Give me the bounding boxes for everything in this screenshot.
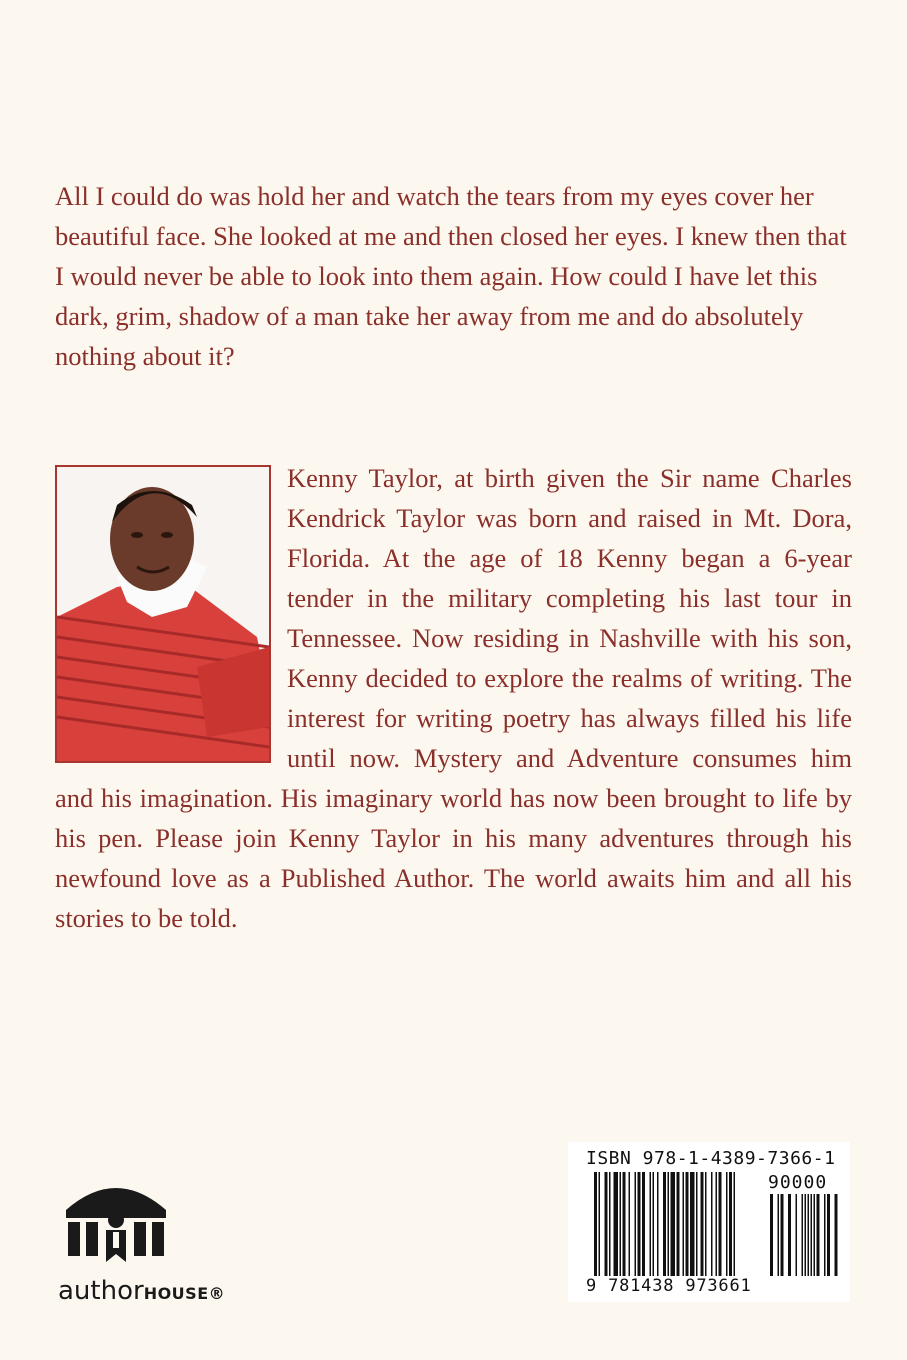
price-code: 90000 [768,1172,828,1193]
author-bio [55,458,852,938]
author-photo [55,465,271,763]
house-book-logo-icon [56,1172,176,1268]
author-bio-text: Kenny Taylor, at birth given the Sir name Charles Kendrick Taylor was born and raised in Mt. Dora, Florida. At the age of 18 Kenny began a 6-year tender in the military completing his last tour in Tennessee. Now residing in Nashville with his son, Kenny decided to explore the realms of writing. The interest for writing poetry has always filled his life until now. Mystery and Adventure consumes him and his imagination. His imaginary world has now been brought to life by his pen. Please join Kenny Taylor in his many adventures through his newfound love as a Published Author. The world awaits him and all his stories to be told. [55,463,852,933]
publisher-logo [56,1172,256,1312]
barcode-digits: 9 781438 973661 [586,1276,752,1296]
isbn-barcode [568,1142,850,1302]
back-cover-teaser: All I could do was hold her and watch the tears from my eyes cover her beautiful face. She looked at me and then closed her eyes. I knew then that I would never be able to look into them again. How could I have let this dark, grim, shadow of a man take her away from me and do absolutely nothing about it? [55,181,847,371]
barcode-bars [594,1172,844,1276]
isbn-number: ISBN 978-1-4389-7366-1 [586,1148,836,1169]
publisher-name: authorHOUSE® [58,1276,226,1306]
